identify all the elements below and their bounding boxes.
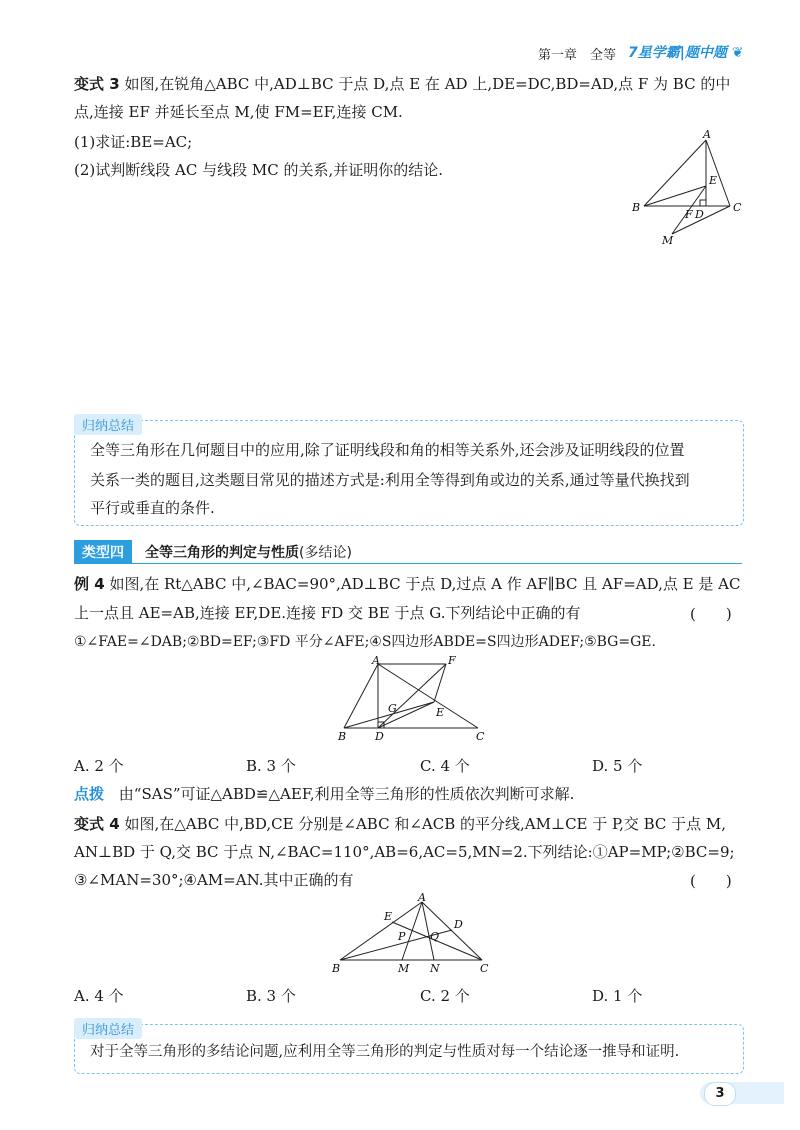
- fig4-label-G: G: [388, 702, 397, 715]
- fig4-label-C: C: [476, 730, 485, 743]
- variant4-option-b[interactable]: B. 3 个: [246, 987, 296, 1005]
- fig4-label-A: A: [372, 654, 380, 667]
- summary1-line1: 全等三角形在几何题目中的应用,除了证明线段和角的相等关系外,还会涉及证明线段的位置: [90, 441, 685, 459]
- type4-title: [145, 542, 352, 562]
- fig3-label-E: E: [709, 174, 718, 187]
- example4-option-d[interactable]: D. 5 个: [592, 757, 643, 775]
- fig4-label-D: D: [375, 730, 384, 743]
- variant4-line1: [74, 814, 726, 834]
- variant4-line2: AN⊥BD 于 Q,交 BC 于点 N,∠BAC=110°,AB=6,AC=5,MN=2.下列结论:①AP=MP;②BC=9;: [74, 843, 735, 861]
- summary1-tag: 归纳总结: [74, 414, 142, 435]
- example4-option-a[interactable]: A. 2 个: [74, 757, 124, 775]
- fig5-label-D: D: [454, 918, 463, 931]
- chapter-title: 第一章 全等: [538, 48, 617, 63]
- fig5-label-M: M: [398, 962, 410, 975]
- variant4-figure: [326, 892, 496, 976]
- hint-label: 点拨: [74, 785, 105, 803]
- hint-text: 由“SAS”可证△ABD≌△AEF,利用全等三角形的性质依次判断可求解.: [118, 785, 575, 803]
- fig3-label-A: A: [703, 128, 711, 141]
- variant3-label: 变式 3: [74, 75, 120, 93]
- example4-option-b[interactable]: B. 3 个: [246, 757, 296, 775]
- fig5-label-Q: Q: [430, 930, 440, 943]
- fig5-label-P: P: [398, 930, 406, 943]
- type4-title-text: 全等三角形的判定与性质: [145, 545, 299, 561]
- fig3-label-D: D: [695, 208, 704, 221]
- fig5-label-B: B: [332, 962, 341, 975]
- variant3-line2: 点,连接 EF 并延长至点 M,使 FM=EF,连接 CM.: [74, 103, 403, 121]
- variant4-line3: ③∠MAN=30°;④AM=AN.其中正确的有: [74, 871, 354, 889]
- summary2-tag: 归纳总结: [74, 1018, 142, 1039]
- summary1-line3: 平行或垂直的条件.: [90, 499, 215, 517]
- example4-figure: [330, 654, 500, 746]
- fig4-label-F: F: [448, 654, 456, 667]
- fig5-label-N: N: [430, 962, 440, 975]
- type4-underline: [74, 563, 742, 564]
- variant4-option-a[interactable]: A. 4 个: [74, 987, 124, 1005]
- variant4-answer-bracket[interactable]: ( ): [690, 872, 732, 890]
- variant4-text1: 如图,在△ABC 中,BD,CE 分别是∠ABC 和∠ACB 的平分线,AM⊥CE 于 P,交 BC 于点 M,: [124, 815, 727, 833]
- leaf-icon: ❦: [731, 45, 744, 61]
- series-name: 题中题: [684, 45, 727, 61]
- example4-answer-bracket[interactable]: ( ): [690, 605, 732, 623]
- summary1-line2: 关系一类的题目,这类题目常见的描述方式是:利用全等得到角或边的关系,通过等量代换找到: [90, 471, 690, 489]
- fig5-label-E: E: [384, 910, 393, 923]
- variant3-q1: (1)求证:BE=AC;: [74, 133, 193, 151]
- example4-option-c[interactable]: C. 4 个: [420, 757, 470, 775]
- fig3-label-B: B: [632, 201, 641, 214]
- page-number: 3: [704, 1082, 736, 1106]
- example4-text1: 如图,在 Rt△ABC 中,∠BAC=90°,AD⊥BC 于点 D,过点 A 作 AF∥BC 且 AF=AD,点 E 是 AC: [109, 575, 741, 593]
- fig3-label-M: M: [662, 234, 674, 247]
- example4-line3: ①∠FAE=∠DAB;②BD=EF;③FD 平分∠AFE;④S四边形ABDE=S四边形ADEF;⑤BG=GE.: [74, 634, 656, 650]
- fig4-label-E: E: [436, 706, 445, 719]
- type4-tag: 类型四: [74, 540, 132, 564]
- variant3-text1: 如图,在锐角△ABC 中,AD⊥BC 于点 D,点 E 在 AD 上,DE=DC,BD=AD,点 F 为 BC 的中: [124, 75, 731, 93]
- example4-line1: [74, 574, 740, 594]
- variant4-option-c[interactable]: C. 2 个: [420, 987, 470, 1005]
- fig5-label-A: A: [418, 892, 426, 904]
- fig5-label-C: C: [480, 962, 489, 975]
- fig3-label-F: F: [685, 208, 693, 221]
- variant3-q2: (2)试判断线段 AC 与线段 MC 的关系,并证明你的结论.: [74, 161, 444, 179]
- variant3-line1: [74, 74, 730, 94]
- type4-subtitle: (多结论): [299, 545, 352, 561]
- variant4-option-d[interactable]: D. 1 个: [592, 987, 643, 1005]
- summary2-text: 对于全等三角形的多结论问题,应利用全等三角形的判定与性质对每一个结论逐一推导和证明.: [90, 1044, 680, 1060]
- variant3-figure: [620, 128, 750, 248]
- brand-name: 7星学霸: [628, 45, 680, 61]
- example4-label: 例 4: [74, 575, 105, 593]
- fig3-label-C: C: [733, 201, 742, 214]
- example4-hint: [74, 784, 574, 804]
- running-header: [538, 44, 616, 63]
- variant4-label: 变式 4: [74, 815, 120, 833]
- brand-logo: 7星学霸|题中题 ❦: [628, 45, 744, 61]
- example4-line2: 上一点且 AE=AB,连接 EF,DE.连接 FD 交 BE 于点 G.下列结论中正确的有: [74, 604, 581, 622]
- fig4-label-B: B: [338, 730, 347, 743]
